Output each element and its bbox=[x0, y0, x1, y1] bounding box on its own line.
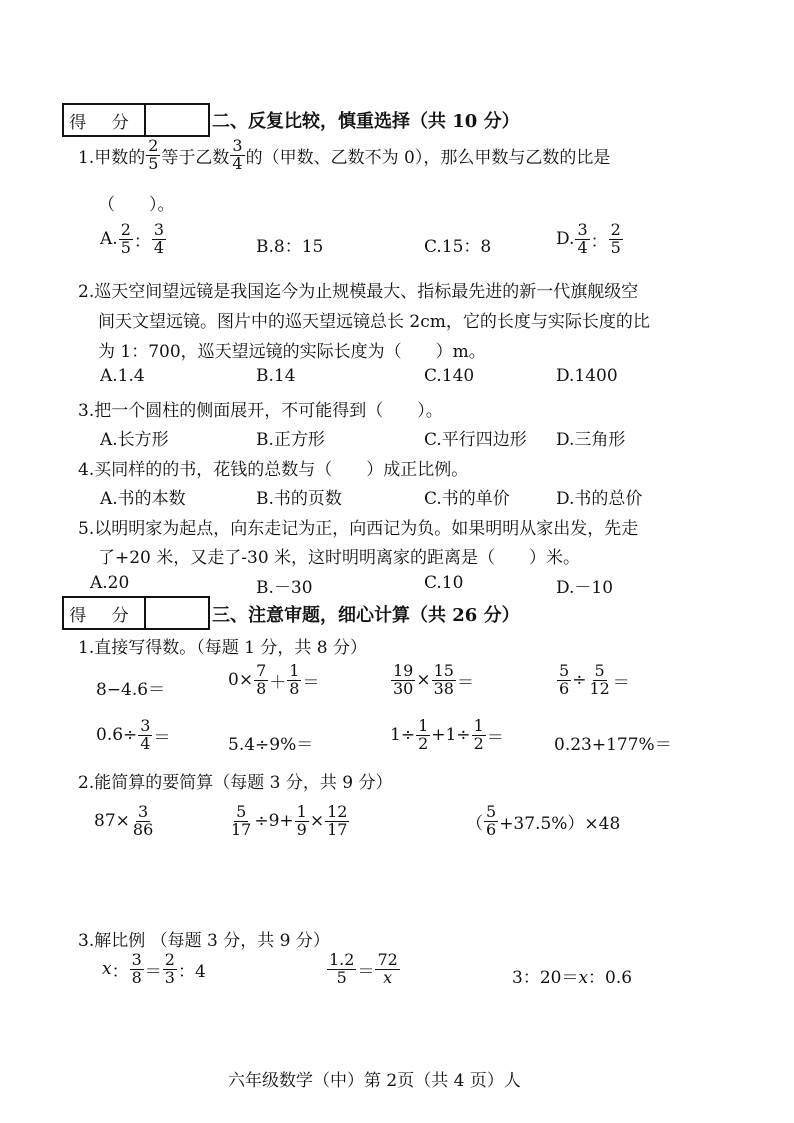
q4-option-b: B.书的页数 bbox=[256, 489, 342, 509]
score-label: 得 分 bbox=[64, 598, 146, 628]
expression: $\frac{5}{17}$ ÷9+ $\frac{1}{9}$ × $\frac{12}{17}$ bbox=[231, 802, 348, 839]
q1-option-a: A. $\frac{2}{5}$ ： $\frac{3}{4}$ bbox=[100, 220, 165, 257]
q1-answer-blank: （ ）。 bbox=[98, 195, 175, 215]
expression: 0× $\frac{7}{8}$ ＋ $\frac{1}{8}$ ＝ bbox=[228, 661, 320, 698]
q1-option-b: B.8：15 bbox=[256, 237, 324, 257]
q1-text: 的（甲数、乙数不为 0），那么甲数与乙数的比是 bbox=[245, 147, 611, 168]
q2-option-c: C.140 bbox=[424, 366, 475, 386]
question-4: 4.买同样的的书，花钱的总数与（ ）成正比例。 bbox=[78, 460, 469, 480]
fraction: $\frac{2}{5}$ bbox=[148, 136, 159, 173]
question-5-line-1: 5.以明明家为起点，向东走记为正，向西记为负。如果明明从家出发，先走 bbox=[78, 519, 639, 539]
q5-option-c: C.10 bbox=[424, 573, 464, 593]
expression: 1÷ $\frac{1}{2}$ +1÷ $\frac{1}{2}$ ＝ bbox=[390, 716, 504, 753]
q2-option-b: B.14 bbox=[256, 366, 296, 386]
expression: 8−4.6＝ bbox=[96, 680, 166, 700]
q2-option-a: A.1.4 bbox=[100, 366, 145, 386]
q4-option-d: D.书的总价 bbox=[556, 489, 643, 509]
question-2-line-3: 为 1：700，巡天望远镜的实际长度为（ ）m。 bbox=[98, 342, 486, 362]
part-2-title: 2.能简算的要简算（每题 3 分，共 9 分） bbox=[78, 773, 393, 793]
question-2-line-1: 2.巡天空间望远镜是我国迄今为止规模最大、指标最先进的新一代旗舰级空 bbox=[78, 282, 639, 302]
part-3-title: 3.解比例 （每题 3 分，共 9 分） bbox=[78, 931, 330, 951]
score-blank bbox=[146, 598, 208, 628]
q3-option-b: B.正方形 bbox=[256, 430, 325, 450]
q3-option-c: C.平行四边形 bbox=[424, 430, 527, 450]
section-heading: 三、注意审题，细心计算（共 26 分） bbox=[212, 605, 520, 626]
question-3: 3.把一个圆柱的侧面展开，不可能得到（ ）。 bbox=[78, 401, 443, 421]
q3-option-a: A.长方形 bbox=[100, 430, 169, 450]
expression: 0.6÷ $\frac{3}{4}$ ＝ bbox=[96, 716, 171, 753]
q1-option-d: D. $\frac{3}{4}$ ： $\frac{2}{5}$ bbox=[556, 220, 621, 257]
expression: 3：20＝x：0.6 bbox=[512, 968, 633, 988]
expression: $\frac{19}{30}$ × $\frac{15}{38}$ ＝ bbox=[393, 661, 474, 698]
section-heading: 二、反复比较，慎重选择（共 10 分） bbox=[212, 111, 520, 132]
score-box bbox=[62, 596, 210, 630]
q4-option-a: A.书的本数 bbox=[100, 489, 186, 509]
expression: 0.23+177%＝ bbox=[554, 735, 672, 755]
expression: $\frac{5}{6}$ ÷ $\frac{5}{12}$ ＝ bbox=[559, 661, 630, 698]
q5-option-d: D.－10 bbox=[556, 578, 614, 598]
q1-text: 等于乙数 bbox=[161, 147, 230, 168]
q2-option-d: D.1400 bbox=[556, 366, 618, 386]
q1-text: 1.甲数的 bbox=[78, 147, 146, 168]
q5-option-a: A.20 bbox=[90, 573, 130, 593]
q3-option-d: D.三角形 bbox=[556, 430, 626, 450]
score-label: 得 分 bbox=[64, 105, 146, 135]
question-2-line-2: 间天文望远镜。图片中的巡天望远镜总长 2cm，它的长度与实际长度的比 bbox=[98, 312, 650, 332]
expression: 87× $\frac{3}{86}$ bbox=[94, 802, 154, 839]
expression: $\frac{1.2}{5}$ ＝ $\frac{72}{x}$ bbox=[329, 950, 398, 987]
question-5-line-2: 了+20 米，又走了-30 米，这时明明离家的距离是（ ）米。 bbox=[98, 548, 581, 568]
page-footer: 六年级数学（中）第 2页（共 4 页）人 bbox=[228, 1071, 521, 1091]
score-box bbox=[62, 103, 210, 137]
q5-option-b: B.－30 bbox=[256, 578, 313, 598]
score-blank bbox=[146, 105, 208, 135]
q4-option-c: C.书的单价 bbox=[424, 489, 510, 509]
fraction: $\frac{3}{4}$ bbox=[232, 136, 243, 173]
expression: 5.4÷9%＝ bbox=[228, 735, 314, 755]
expression: （ $\frac{5}{6}$ +37.5%）×48 bbox=[466, 802, 621, 839]
question-1 bbox=[78, 138, 610, 173]
q1-option-c: C.15：8 bbox=[424, 237, 492, 257]
expression: x ： $\frac{3}{8}$ ＝ $\frac{2}{3}$ ：4 bbox=[102, 950, 206, 987]
part-1-title: 1.直接写得数。（每题 1 分，共 8 分） bbox=[78, 638, 367, 658]
